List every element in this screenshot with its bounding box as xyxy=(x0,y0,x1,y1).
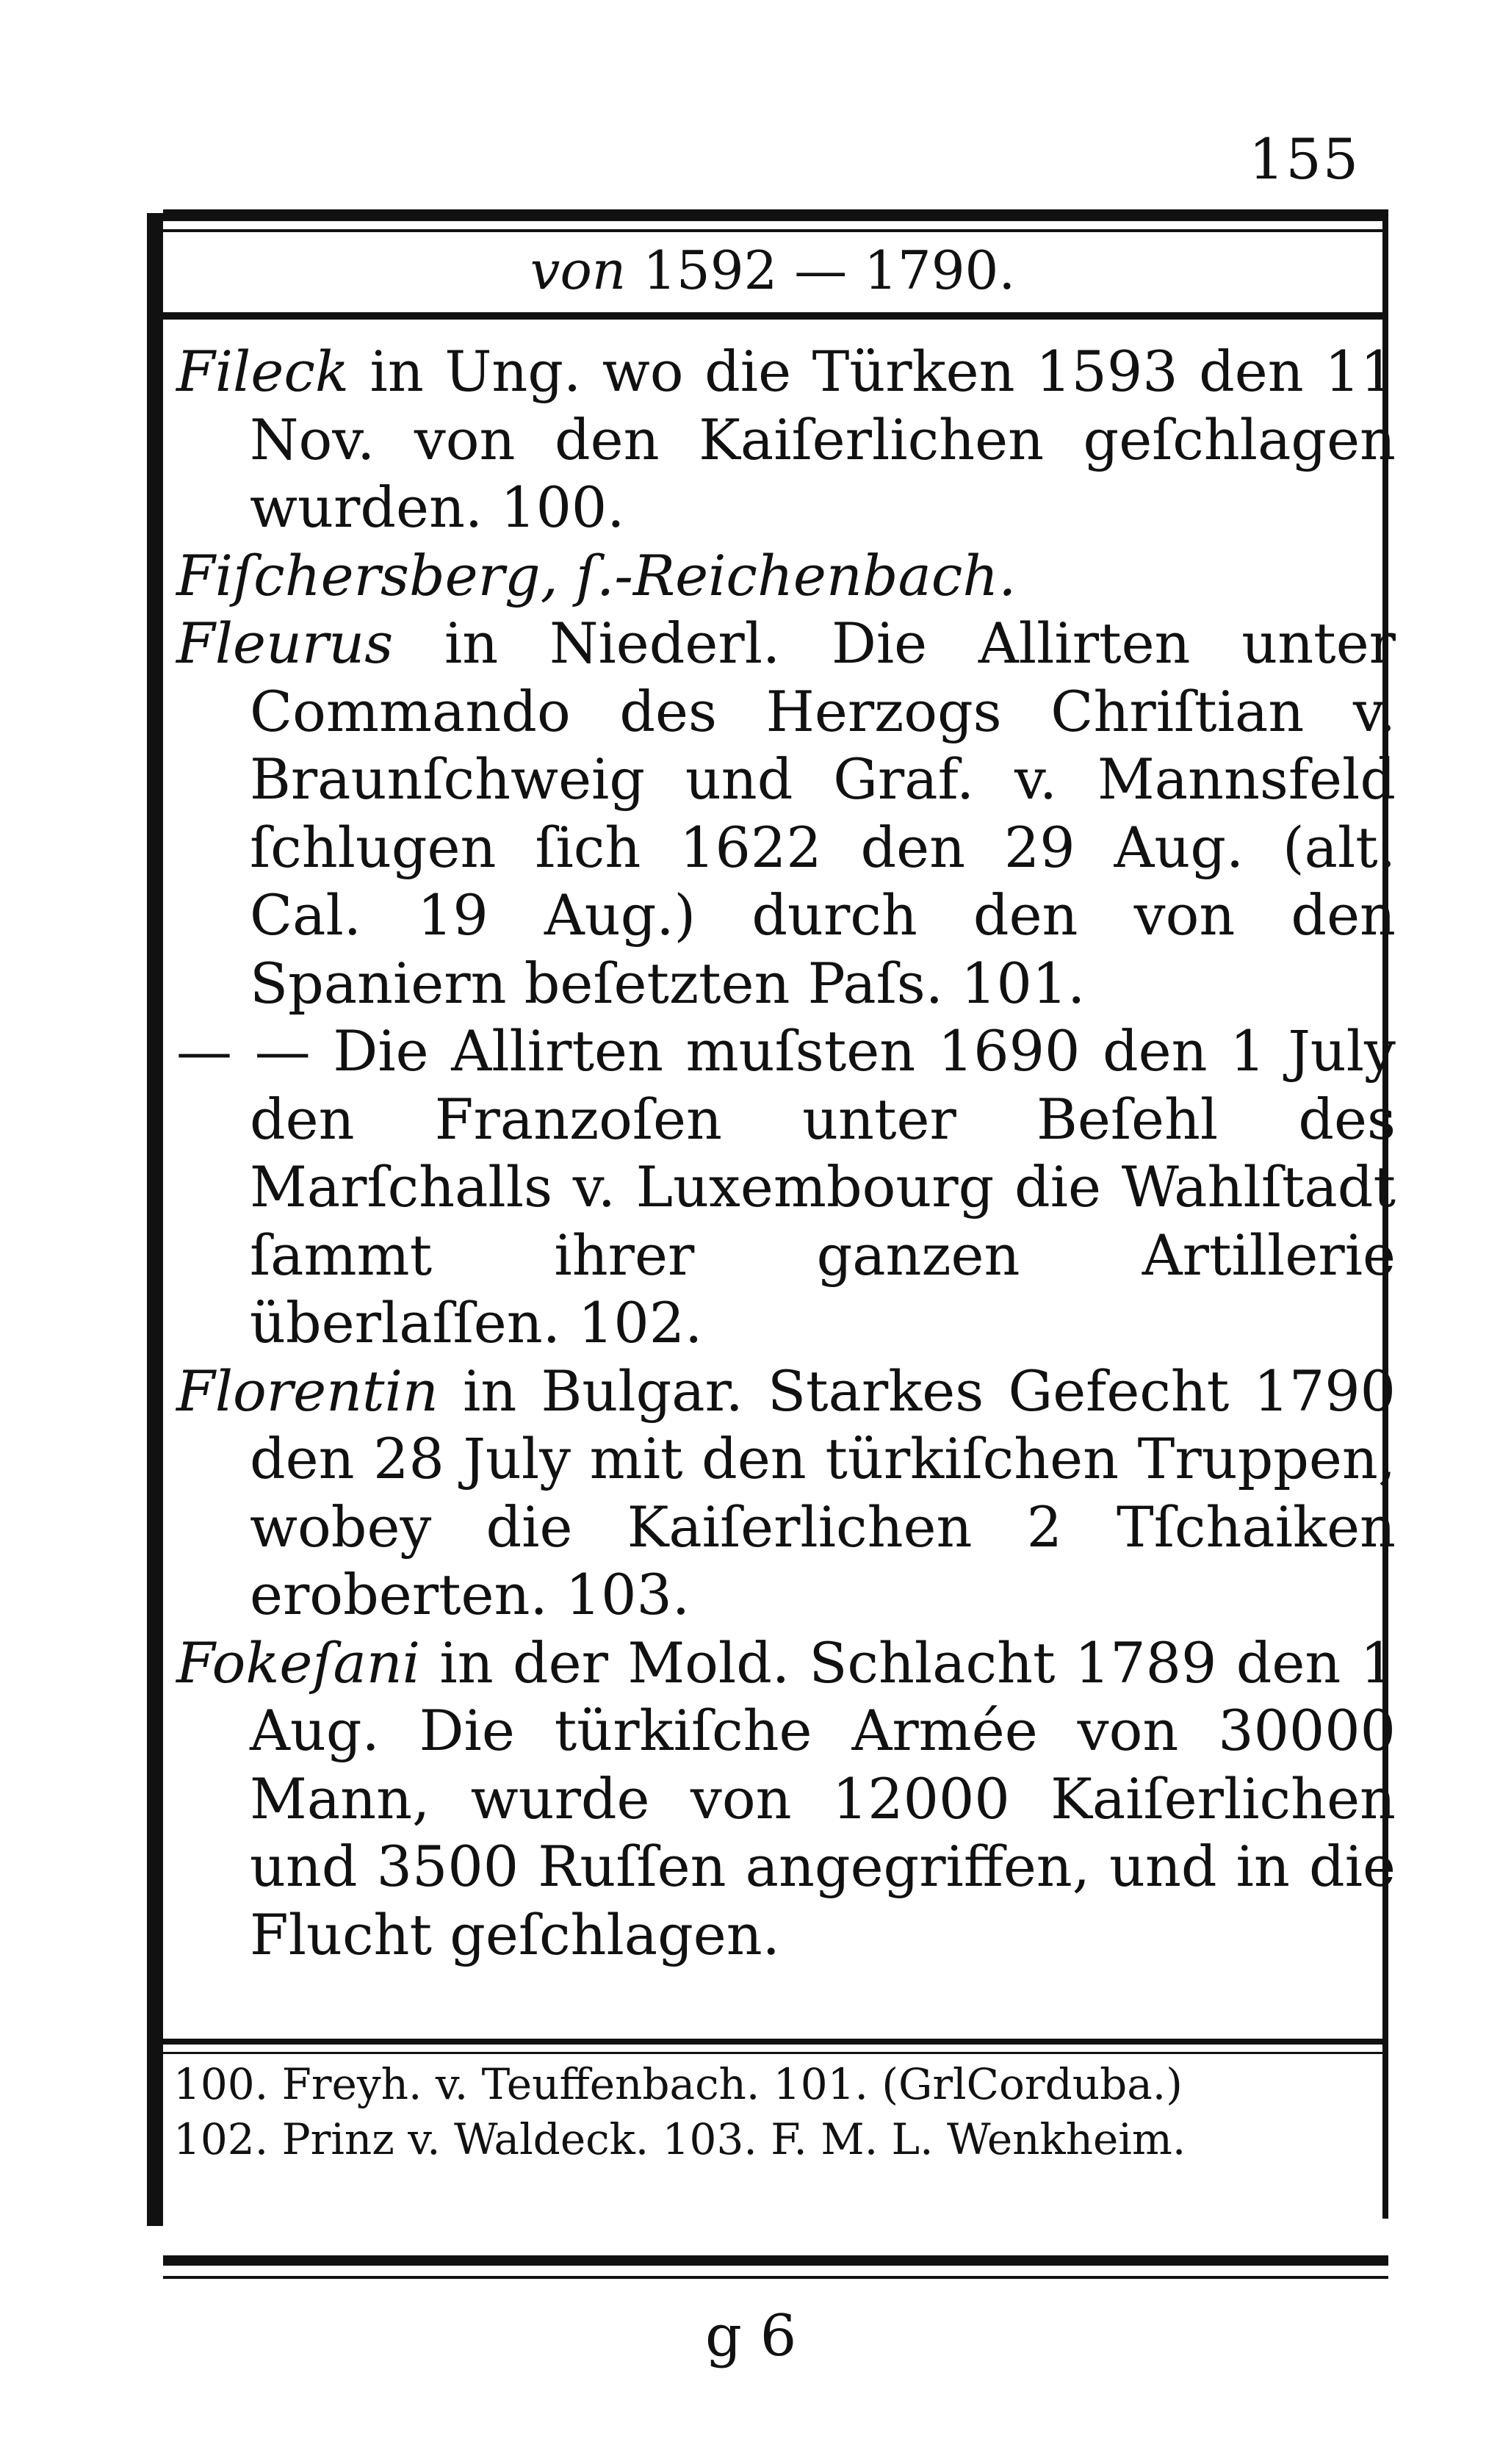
running-head-years: 1592 — 1790. xyxy=(643,239,1016,301)
main-text xyxy=(176,338,1396,1969)
bottom-rule-thick xyxy=(163,2255,1388,2266)
entry-head: Florentin xyxy=(176,1358,439,1424)
running-head-rule xyxy=(163,312,1388,320)
entry-head: Fokeſani xyxy=(176,1629,421,1696)
entry-head: Fiſchersberg, ſ.-Reichenbach. xyxy=(176,542,1017,608)
entry-text: in Bulgar. Starkes Gefecht 1790 den 28 July mit den türkiſchen Truppen, wobey die Kaiſerlichen 2 Tſchaiken eroberten. 103. xyxy=(250,1358,1396,1627)
entry-fleurus-1690 xyxy=(176,1017,1396,1358)
entry-fokesani xyxy=(176,1629,1396,1970)
entry-florentin xyxy=(176,1358,1396,1629)
entry-fleurus xyxy=(176,610,1396,1017)
entry-text: — — Die Allirten muſsten 1690 den 1 July den Franzoſen unter Beſehl des Marſchalls v. Luxembourg die Wahlſtadt ſammt ihrer ganzen Artillerie überlaſſen. 102. xyxy=(176,1018,1396,1355)
notes-rule-thin xyxy=(163,2052,1388,2054)
entry-text: in Ung. wo die Türken 1593 den 11 Nov. von den Kaiſerlichen geſchlagen wurden. 100. xyxy=(250,339,1396,540)
footnote-line: 102. Prinz v. Waldeck. 103. F. M. L. Wenkheim. xyxy=(173,2114,1186,2164)
signature-mark: g 6 xyxy=(705,2303,797,2369)
frame-left-border xyxy=(147,213,163,2226)
entry-head: Fleurus xyxy=(176,610,394,676)
top-rule-thick xyxy=(163,209,1388,221)
notes-rule-thick xyxy=(163,2039,1388,2045)
running-head xyxy=(163,234,1382,307)
top-rule-thin xyxy=(163,229,1388,232)
footnote-line: 100. Freyh. v. Teuffenbach. 101. (GrlCorduba.) xyxy=(173,2059,1183,2109)
bottom-rule-thin xyxy=(163,2276,1388,2279)
entry-fischersberg xyxy=(176,542,1396,610)
entry-head: Fileck xyxy=(176,339,349,404)
footnotes xyxy=(173,2057,1378,2167)
entry-text: in Niederl. Die Allirten unter Commando des Herzogs Chriſtian v. Braunſchweig und Graf. v. Mannsfeld ſchlugen ſich 1622 den 29 Aug. (alt. Cal. 19 Aug.) durch den von den Spaniern beſetzten Paſs. 101. xyxy=(250,610,1396,1016)
entry-fileck xyxy=(176,338,1396,542)
running-head-von: von xyxy=(530,239,627,301)
entry-text: in der Mold. Schlacht 1789 den 1 Aug. Die türkiſche Armée von 30000 Mann, wurde von 12000 Kaiſerlichen und 3500 Ruſſen angegriffen, und in die Flucht geſchlagen. xyxy=(250,1629,1396,1967)
page-number: 155 xyxy=(1249,126,1360,192)
